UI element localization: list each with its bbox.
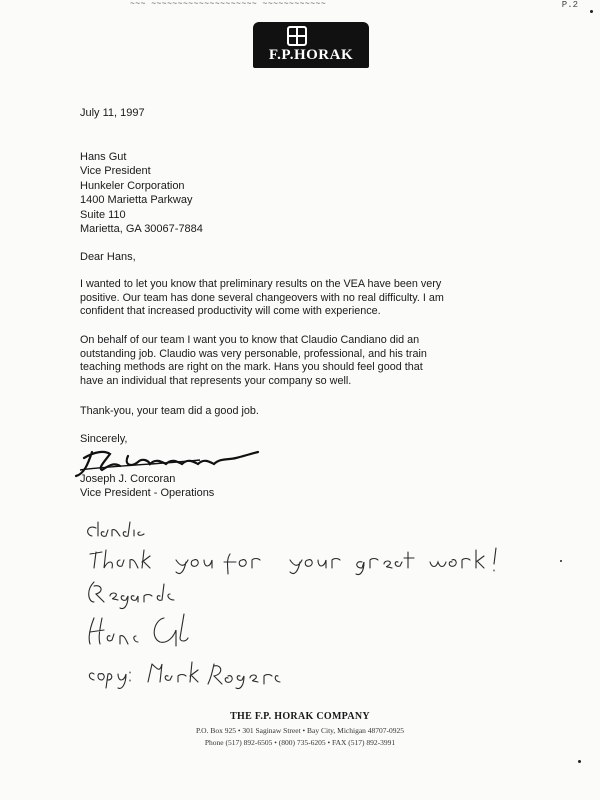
paragraph-line: Thank-you, your team did a good job. <box>80 405 259 417</box>
logo-mark-icon <box>287 26 307 46</box>
scan-speck <box>578 760 581 763</box>
letter-date: July 11, 1997 <box>80 107 145 119</box>
footer-phone: Phone (517) 892-6505 • (800) 735-6205 • FAX (517) 892-3991 <box>204 738 396 747</box>
scan-speck <box>560 560 562 562</box>
body-paragraph-2 <box>80 334 480 388</box>
body-paragraph-3 <box>80 405 480 419</box>
salutation: Dear Hans, <box>80 251 136 263</box>
signer-name: Joseph J. Corcoran <box>80 473 176 485</box>
logo-text: F.P.HORAK <box>268 47 354 63</box>
recipient-line: Vice President <box>80 165 151 177</box>
recipient-line: Marietta, GA 30067-7884 <box>80 223 203 235</box>
body-paragraph-1 <box>80 278 480 319</box>
handwritten-note <box>80 510 520 690</box>
fax-page-number: P.2 <box>561 0 578 10</box>
company-logo <box>253 22 369 68</box>
recipient-line: Suite 110 <box>80 209 126 221</box>
paragraph-line: have an individual that represents your company so well. <box>80 374 352 387</box>
paragraph-line: positive. Our team has done several changeovers with no real difficulty. I am <box>80 291 444 304</box>
paragraph-line: confident that increased productivity will come with experience. <box>80 305 381 317</box>
signer-title: Vice President - Operations <box>80 487 215 499</box>
footer-address: P.O. Box 925 • 301 Saginaw Street • Bay City, Michigan 48707-0925 <box>195 726 405 735</box>
footer-company-name: THE F.P. HORAK COMPANY <box>230 711 370 722</box>
recipient-line: 1400 Marietta Parkway <box>80 194 193 206</box>
recipient-line: Hunkeler Corporation <box>80 180 185 192</box>
closing: Sincerely, <box>80 433 128 445</box>
paragraph-line: I wanted to let you know that preliminary results on the VEA have been very <box>80 278 442 290</box>
paragraph-line: teaching methods are right on the mark. Hans you should feel good that <box>80 361 423 373</box>
paragraph-line: outstanding job. Claudio was very personable, professional, and his train <box>80 347 427 360</box>
scan-speck <box>590 10 593 13</box>
recipient-line: Hans Gut <box>80 151 127 163</box>
fax-transmission-header: ~~~ ~~~~~~~~~~~~~~~~~~~~ ~~~~~~~~~~~~ <box>130 0 327 9</box>
handwriting-strokes <box>88 522 496 689</box>
paragraph-line: On behalf of our team I want you to know that Claudio Candiano did an <box>80 334 420 346</box>
